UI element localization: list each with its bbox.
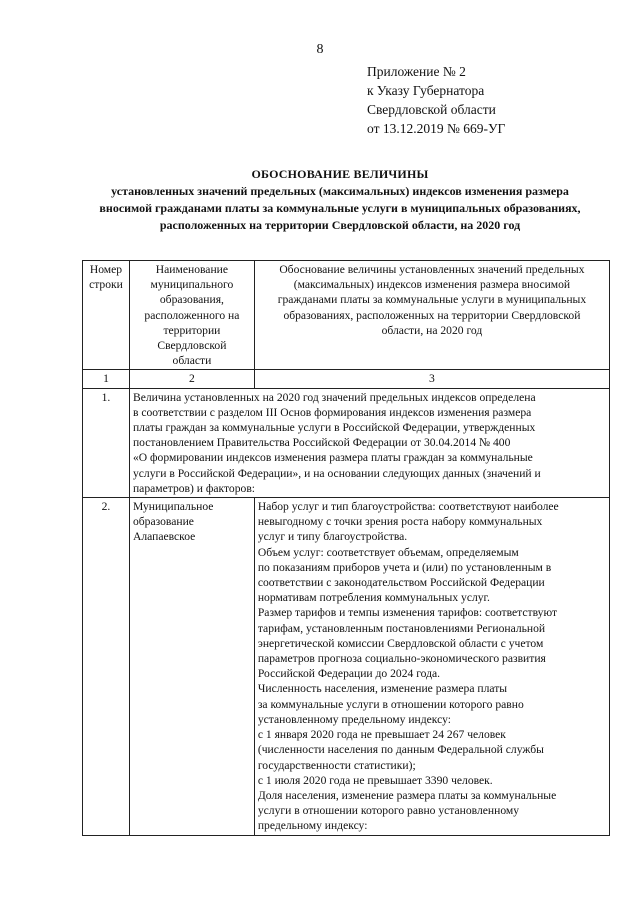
appendix-reference <box>367 62 505 138</box>
appendix-line: Свердловской области <box>367 102 496 117</box>
column-number-row <box>83 370 610 388</box>
municipality-name: Муниципальное образование Алапаевское <box>129 498 254 835</box>
header-municipality: Наименование муниципального образования, расположенного на территории Свердловской области <box>129 261 254 370</box>
document-title <box>60 166 620 234</box>
table-header-row <box>83 261 610 370</box>
appendix-line: Приложение № 2 <box>367 64 466 79</box>
row-text: Набор услуг и тип благоустройства: соответствуют наиболее невыгодному с точки зрения роста набору коммунальных услуг и типу благоустройства. Объем услуг: соответствует объемам, определяемым по показаниям приборов учета и (или) по установленным в соответствии с законодательством Российской Федерации нормативам потребления коммунальных услуг. Размер тарифов и темпы изменения тарифов: соответствуют тарифам, установленным постановлениями Региональной энергетической комиссии Свердловской области с учетом параметров прогноза социально-экономического развития Российской Федерации до 2024 года. Численность населения, изменение размера платы за коммунальные услуги в отношении которого равно установленному предельному индексу: с 1 января 2020 года не превышает 24 267 человек (численности населения по данным Федеральной службы государственности статистики); с 1 июля 2020 года не превышает 3390 человек. Доля населения, изменение размера платы за коммунальные услуги в отношении которого равно установленному предельному индексу: <box>254 498 609 835</box>
column-number: 1 <box>83 370 130 388</box>
table-row <box>83 388 610 497</box>
page-number: 8 <box>316 42 324 57</box>
row-text: Величина установленных на 2020 год значений предельных индексов определена в соответствии с разделом III Основ формирования индексов изменения размера платы граждан за коммунальные услуги в Российской Федерации, утвержденных постановлением Правительства Российской Федерации от 30.04.2014 № 400 «О формировании индексов изменения размера платы граждан за коммунальные услуги в Российской Федерации», и на основании следующих данных (значений и параметров) и факторов: <box>129 388 609 497</box>
appendix-line: к Указу Губернатора <box>367 83 485 98</box>
header-row-number: Номер строки <box>83 261 130 370</box>
title-line: расположенных на территории Свердловской области, на 2020 год <box>159 218 521 232</box>
justification-table <box>82 260 610 836</box>
appendix-line: от 13.12.2019 № 669-УГ <box>367 121 506 136</box>
title-line: ОБОСНОВАНИЕ ВЕЛИЧИНЫ <box>251 167 429 181</box>
title-line: установленных значений предельных (максимальных) индексов изменения размера <box>111 184 569 198</box>
header-justification: Обоснование величины установленных значений предельных (максимальных) индексов изменения размера вносимой гражданами платы за коммунальные услуги в муниципальных образованиях, расположенных на территории Свердловской области, на 2020 год <box>254 261 609 370</box>
column-number: 3 <box>254 370 609 388</box>
table-row <box>83 498 610 835</box>
column-number: 2 <box>129 370 254 388</box>
title-line: вносимой гражданами платы за коммунальные услуги в муниципальных образованиях, <box>99 201 581 215</box>
row-number: 2. <box>83 498 130 835</box>
row-number: 1. <box>83 388 130 497</box>
